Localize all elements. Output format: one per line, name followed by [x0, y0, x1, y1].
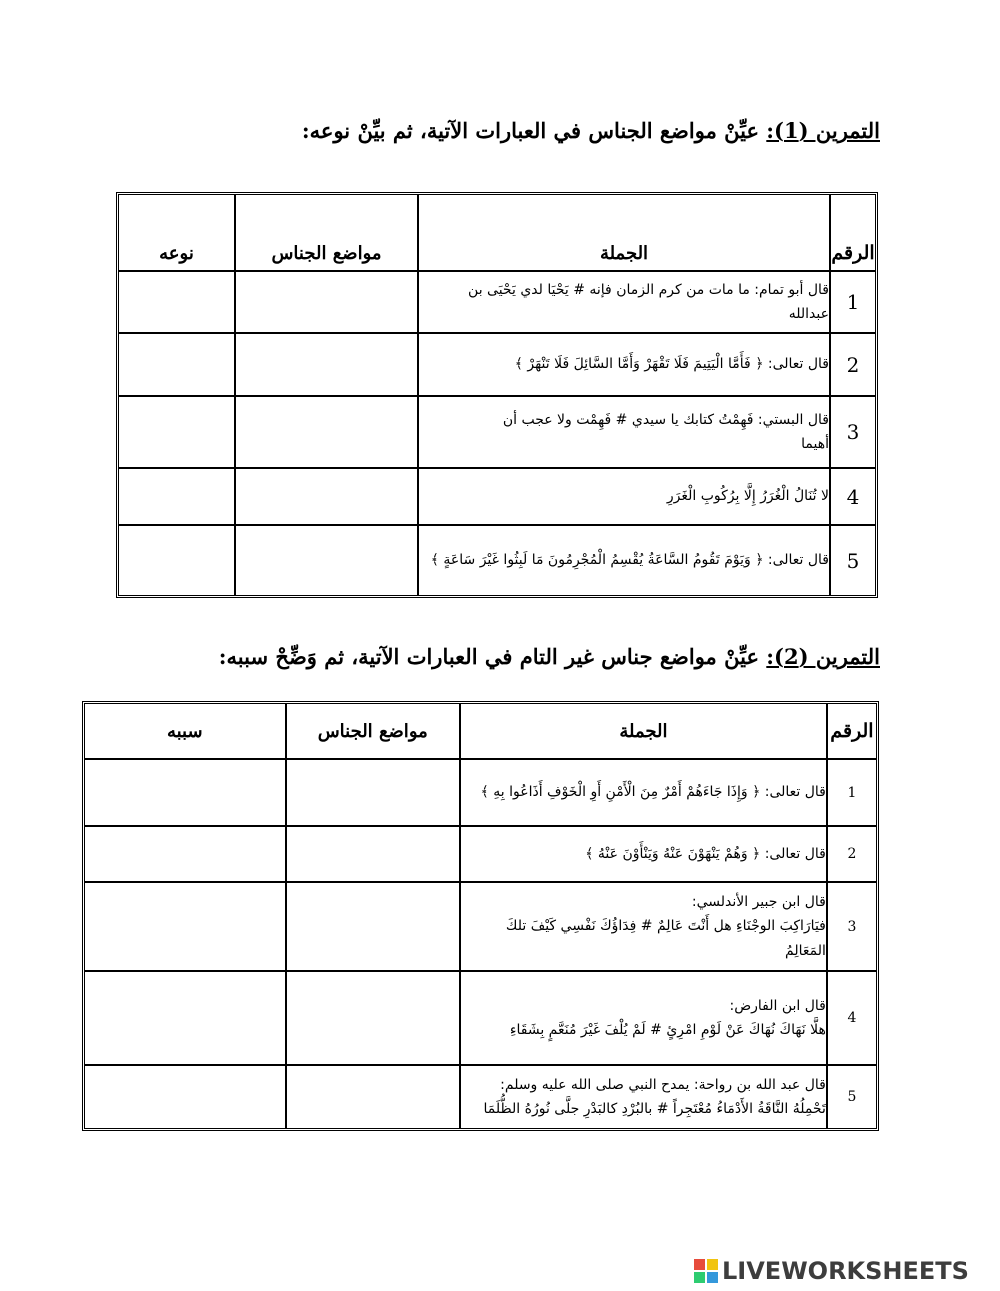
row-number: 1	[827, 759, 877, 826]
table-row	[84, 1065, 877, 1129]
row-sentence: قال تعالى: ﴿ فَأَمَّا الْيَتِيمَ فَلَا تَقْهَرْ وَأَمَّا السَّائِلَ فَلَا تَنْهَرْ ﴾	[418, 333, 830, 396]
row-number: 4	[830, 468, 876, 525]
exercise1-label: التمرين (1):	[766, 118, 880, 143]
header-number: الرقم	[830, 194, 876, 271]
table-row	[118, 468, 876, 525]
row-number: 3	[830, 396, 876, 468]
row-sentence: لا تُنَالُ الْغُرَرُ إِلَّا بِرُكُوبِ الْغَرَرِ	[418, 468, 830, 525]
row-number: 2	[830, 333, 876, 396]
answer-places-cell[interactable]	[235, 468, 418, 525]
answer-places-cell[interactable]	[286, 826, 460, 882]
exercise2-heading	[219, 644, 880, 669]
row-sentence: قال تعالى: ﴿ وَيَوْمَ تَقُومُ السَّاعَةُ يُقْسِمُ الْمُجْرِمُونَ مَا لَبِثُوا غَيْرَ سَاعَةٍ ﴾	[418, 525, 830, 596]
header-places: مواضع الجناس	[235, 194, 418, 271]
liveworksheets-logo-icon	[694, 1259, 718, 1283]
header-sentence: الجملة	[418, 194, 830, 271]
row-sentence: قال تعالى: ﴿ وَإِذَا جَاءَهُمْ أَمْرٌ مِنَ الْأَمْنِ أَوِ الْخَوْفِ أَذَاعُوا بِهِ ﴾	[460, 759, 827, 826]
answer-places-cell[interactable]	[286, 971, 460, 1065]
row-sentence: قال البستي: فَهِمْتُ كتابك يا سيدي # فَهِمْت ولا عجب أن أهيما	[418, 396, 830, 468]
exercise1-table	[116, 192, 878, 598]
answer-places-cell[interactable]	[235, 396, 418, 468]
answer-reason-cell[interactable]	[84, 826, 286, 882]
exercise2-table	[82, 701, 879, 1131]
table-row	[84, 882, 877, 971]
answer-places-cell[interactable]	[235, 525, 418, 596]
row-sentence: قال ابن الفارض: هلَّا نَهَاكَ نُهَاكَ عَنْ لَوْمِ امْرِئٍ # لَمْ يُلْفَ غَيْرَ مُنَعَّمٍ بِشَقَاءِ	[460, 971, 827, 1065]
liveworksheets-logo[interactable]	[694, 1256, 969, 1286]
table-row	[118, 396, 876, 468]
answer-places-cell[interactable]	[286, 882, 460, 971]
answer-places-cell[interactable]	[235, 333, 418, 396]
answer-places-cell[interactable]	[286, 1065, 460, 1129]
answer-type-cell[interactable]	[118, 468, 235, 525]
table-row	[118, 525, 876, 596]
table-header-row	[84, 703, 877, 759]
header-reason: سببه	[84, 703, 286, 759]
row-number: 4	[827, 971, 877, 1065]
header-number: الرقم	[827, 703, 877, 759]
header-places: مواضع الجناس	[286, 703, 460, 759]
exercise2-label: التمرين (2):	[766, 644, 880, 669]
row-number: 5	[830, 525, 876, 596]
answer-reason-cell[interactable]	[84, 1065, 286, 1129]
table-row	[84, 759, 877, 826]
answer-places-cell[interactable]	[286, 759, 460, 826]
answer-type-cell[interactable]	[118, 396, 235, 468]
exercise2-instruction: عيِّنْ مواضع جناس غير التام في العبارات الآتية، ثم وَضِّحْ سببه:	[218, 644, 767, 669]
header-sentence: الجملة	[460, 703, 827, 759]
answer-type-cell[interactable]	[118, 525, 235, 596]
row-sentence: قال ابن جبير الأندلسي: فيَارَاكِبَ الوجْنَاءِ هل أَنْتَ عَالِمٌ # فِدَاؤُكَ نَفْسِي كَيْفَ تلكَ المَعَالِمُ	[460, 882, 827, 971]
row-sentence: قال عبد الله بن رواحة: يمدح النبي صلى الله عليه وسلم: تَحْمِلُهُ النَّاقَةُ الأَدْمَاءُ مُعْتَجِراً # بالبُرْدِ كالبَدْرِ جلَّى نُورُهُ الظُّلَمَا	[460, 1065, 827, 1129]
table-row	[84, 826, 877, 882]
row-number: 3	[827, 882, 877, 971]
row-number: 5	[827, 1065, 877, 1129]
table-row	[84, 971, 877, 1065]
table-header-row	[118, 194, 876, 271]
table-row	[118, 271, 876, 333]
row-sentence: قال أبو تمام: ما مات من كرم الزمان فإنه # يَحْيَا لدي يَحْيَى بن عبدالله	[418, 271, 830, 333]
row-number: 2	[827, 826, 877, 882]
answer-type-cell[interactable]	[118, 333, 235, 396]
row-sentence: قال تعالى: ﴿ وَهُمْ يَنْهَوْنَ عَنْهُ وَيَنْأَوْنَ عَنْهُ ﴾	[460, 826, 827, 882]
answer-type-cell[interactable]	[118, 271, 235, 333]
row-number: 1	[830, 271, 876, 333]
answer-reason-cell[interactable]	[84, 882, 286, 971]
answer-places-cell[interactable]	[235, 271, 418, 333]
table-row	[118, 333, 876, 396]
header-type: نوعه	[118, 194, 235, 271]
exercise1-heading	[302, 118, 880, 143]
liveworksheets-brand: LIVEWORKSHEETS	[722, 1257, 969, 1285]
exercise1-instruction: عيِّنْ مواضع الجناس في العبارات الآتية، ثم بيِّنْ نوعه:	[301, 118, 767, 143]
answer-reason-cell[interactable]	[84, 759, 286, 826]
answer-reason-cell[interactable]	[84, 971, 286, 1065]
